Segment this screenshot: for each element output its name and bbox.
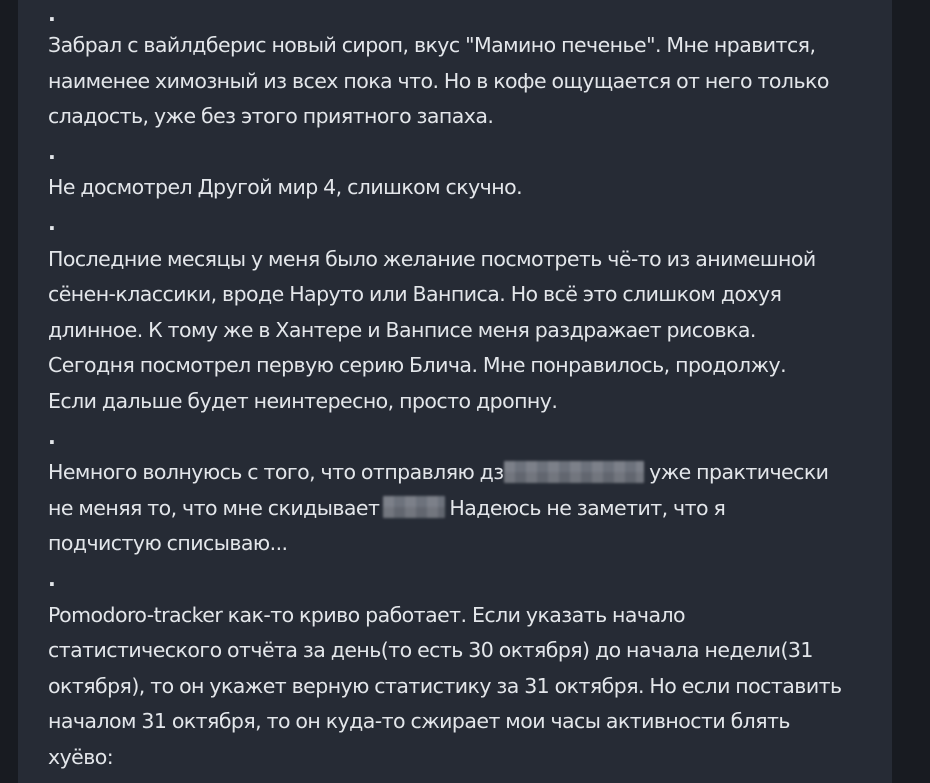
paragraph-anime-line-2: сёнен-классики, вроде Наруто или Ванписа. Но всё это слишком дохуя <box>48 282 782 307</box>
censored-text-blur <box>504 461 644 483</box>
separator-dot: . <box>48 139 56 164</box>
homework-text-after-censor: Надеюсь не заметит, что я <box>449 495 726 520</box>
paragraph-pomodoro-line-1: Pomodoro-tracker как-то криво работает. Если указать начало <box>48 602 686 627</box>
paragraph-movie-line-1: Не досмотрел Другой мир 4, слишком скучно. <box>48 175 523 200</box>
paragraph-anime-line-3: длинное. К тому же в Хантере и Ванписе меня раздражает рисовка. <box>48 317 756 342</box>
paragraph-pomodoro-line-4: началом 31 октября, то он куда-то сжирает мои часы активности блять <box>48 709 790 734</box>
paragraph-homework-line-1 <box>48 455 888 491</box>
censored-name-blur <box>383 496 445 518</box>
separator-dot: . <box>48 566 56 591</box>
paragraph-syrup-line-2: наименее химозный из всех пока что. Но в кофе ощущается от него только <box>48 68 829 93</box>
paragraph-anime-line-4: Сегодня посмотрел первую серию Блича. Мне понравилось, продолжу. <box>48 353 787 378</box>
homework-text-after-censor: уже практически <box>649 460 829 485</box>
post-body <box>48 0 888 775</box>
paragraph-anime-line-1: Последние месяцы у меня было желание посмотреть чё-то из анимешной <box>48 246 816 271</box>
paragraph-homework-line-2 <box>48 491 888 527</box>
homework-text-before-censor: не меняя то, что мне скидывает <box>48 495 380 520</box>
paragraph-pomodoro-line-5: хуёво: <box>48 744 114 769</box>
paragraph-syrup-line-1: Забрал с вайлдберис новый сироп, вкус "Мамино печенье". Мне нравится, <box>48 33 816 57</box>
left-gutter <box>0 0 18 783</box>
separator-dot: . <box>48 424 56 449</box>
right-gutter <box>892 0 930 783</box>
paragraph-anime-line-5: Если дальше будет неинтересно, просто дропну. <box>48 388 558 413</box>
separator-dot: . <box>48 2 56 26</box>
separator-dot: . <box>48 210 56 235</box>
paragraph-pomodoro-line-2: статистического отчёта за день(то есть 30 октября) до начала недели(31 <box>48 638 813 663</box>
post-panel <box>18 0 892 783</box>
paragraph-pomodoro-line-3: октября), то он укажет верную статистику за 31 октября. Но если поставить <box>48 673 842 698</box>
homework-text-before-censor: Немного волнуюсь с того, что отправляю дз <box>48 460 504 485</box>
paragraph-homework-line-3: подчистую списываю... <box>48 531 288 556</box>
paragraph-syrup-line-3: сладость, уже без этого приятного запаха. <box>48 104 494 129</box>
